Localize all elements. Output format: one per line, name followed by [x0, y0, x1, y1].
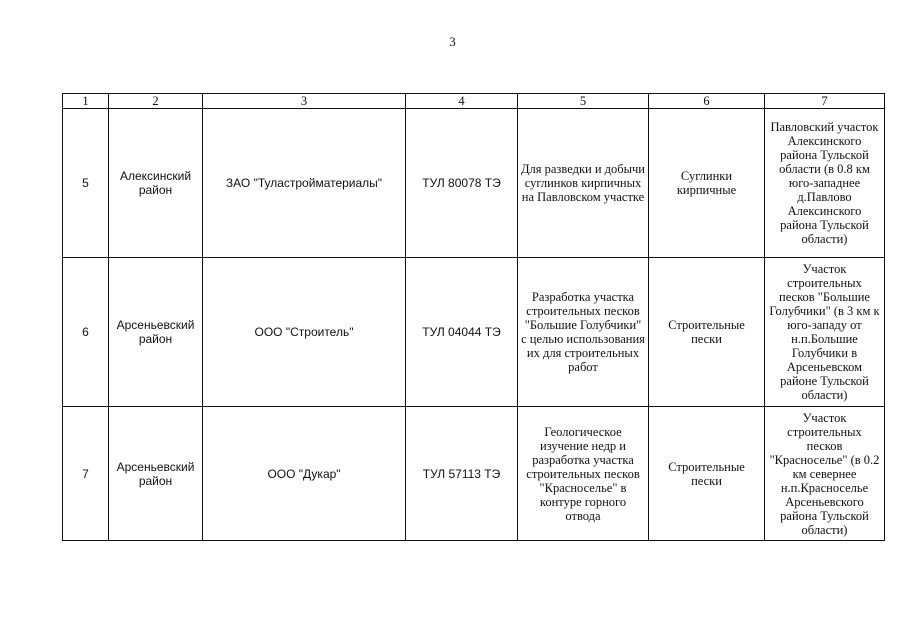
mineral-cell: Строительные пески	[649, 258, 765, 407]
header-col-4: 4	[406, 94, 518, 109]
header-col-6: 6	[649, 94, 765, 109]
table-row	[63, 258, 885, 407]
header-col-2: 2	[109, 94, 203, 109]
table-row	[63, 407, 885, 541]
company-cell: ЗАО "Туластройматериалы"	[203, 109, 406, 258]
mineral-cell: Суглинки кирпичные	[649, 109, 765, 258]
company-cell: ООО "Строитель"	[203, 258, 406, 407]
row-number: 6	[63, 258, 109, 407]
location-cell: Участок строительных песков "Красноселье" (в 0.2 км севернее н.п.Красноселье Арсеньевского района Тульской области)	[765, 407, 885, 541]
table-body	[63, 109, 885, 541]
license-cell: ТУЛ 04044 ТЭ	[406, 258, 518, 407]
header-col-3: 3	[203, 94, 406, 109]
district-cell: Арсеньевский район	[109, 407, 203, 541]
table-row	[63, 109, 885, 258]
district-cell: Арсеньевский район	[109, 258, 203, 407]
purpose-cell: Геологическое изучение недр и разработка участка строительных песков "Красноселье" в контуре горного отвода	[518, 407, 649, 541]
location-cell: Павловский участок Алексинского района Тульской области (в 0.8 км юго-западнее д.Павлово Алексинского района Тульской области)	[765, 109, 885, 258]
row-number: 7	[63, 407, 109, 541]
location-cell: Участок строительных песков "Большие Голубчики" (в 3 км к юго-западу от н.п.Большие Голубчики в Арсеньевском районе Тульской области)	[765, 258, 885, 407]
purpose-cell: Разработка участка строительных песков "Большие Голубчики" с целью использования их для строительных работ	[518, 258, 649, 407]
purpose-cell: Для разведки и добычи суглинков кирпичных на Павловском участке	[518, 109, 649, 258]
license-cell: ТУЛ 80078 ТЭ	[406, 109, 518, 258]
mineral-cell: Строительные пески	[649, 407, 765, 541]
header-row	[63, 94, 885, 109]
district-cell: Алексинский район	[109, 109, 203, 258]
table-header	[63, 94, 885, 109]
page-number: 3	[449, 34, 456, 49]
license-cell: ТУЛ 57113 ТЭ	[406, 407, 518, 541]
registry-table	[62, 93, 885, 541]
company-cell: ООО "Дукар"	[203, 407, 406, 541]
row-number: 5	[63, 109, 109, 258]
header-col-1: 1	[63, 94, 109, 109]
header-col-7: 7	[765, 94, 885, 109]
header-col-5: 5	[518, 94, 649, 109]
